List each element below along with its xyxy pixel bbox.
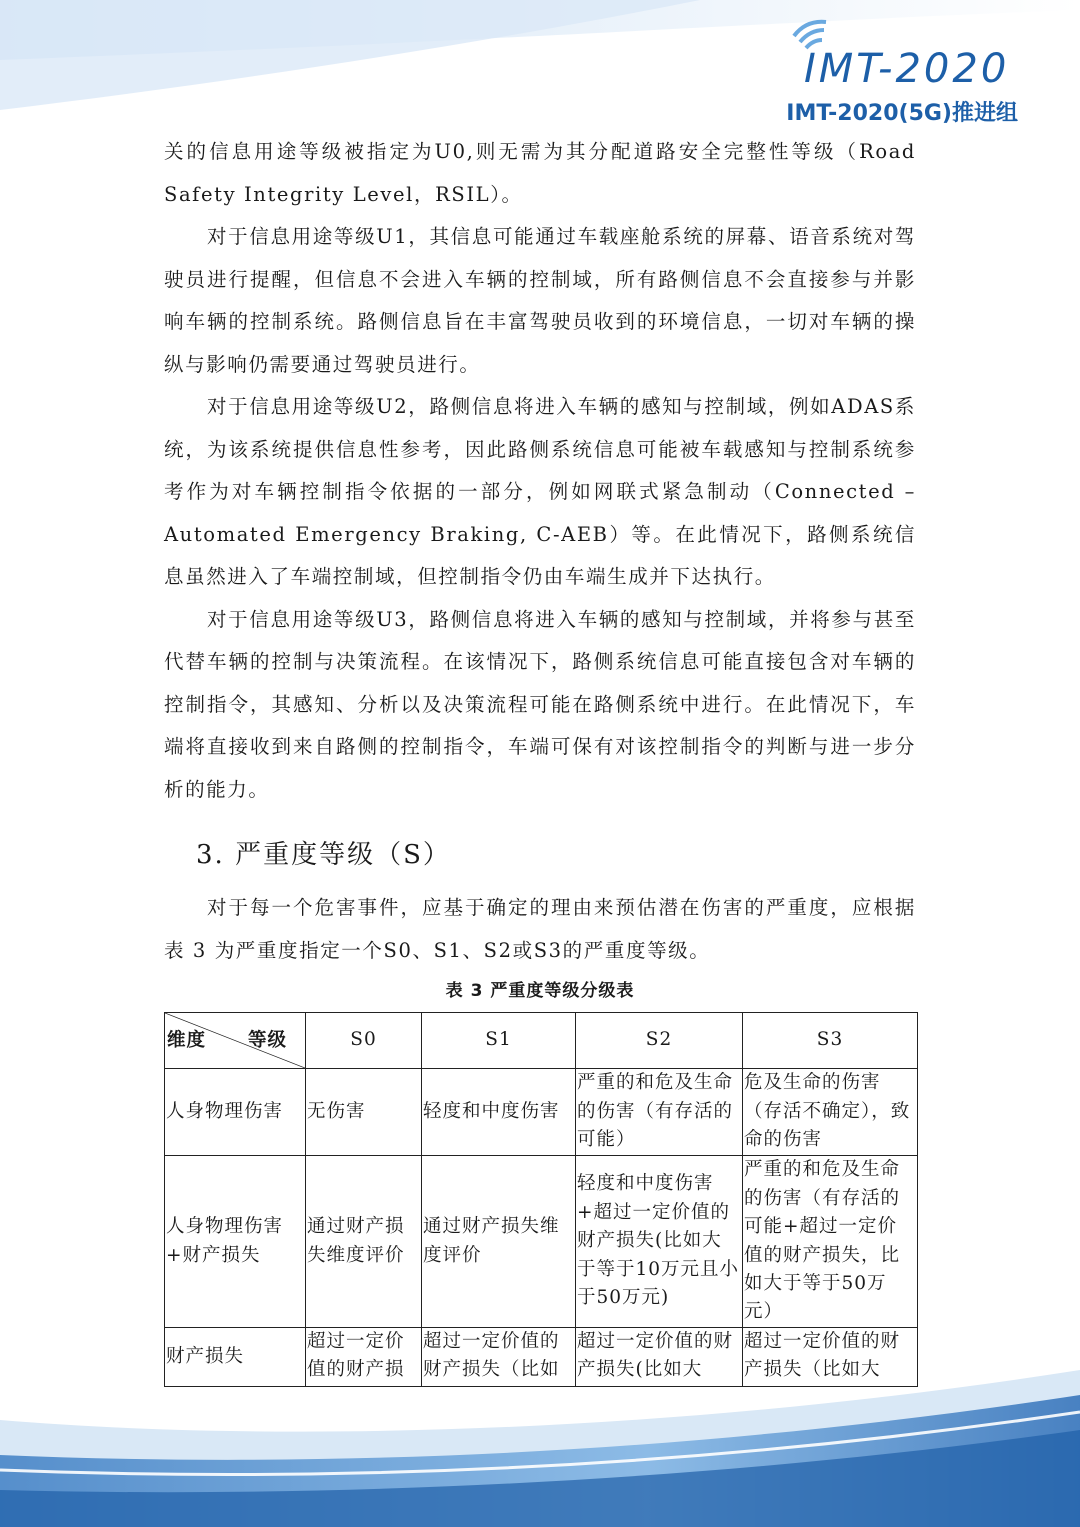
table-cell: 通过财产损失维度评价 [422,1156,576,1328]
table-header-row [165,1013,918,1069]
severity-table [164,1012,918,1387]
corner-cell [165,1013,306,1069]
table-row [165,1328,918,1387]
header-s3: S3 [743,1013,918,1069]
table-cell: 无伤害 [306,1069,422,1156]
table-row [165,1069,918,1156]
table-row [165,1156,918,1328]
org-name: IMT-2020(5G)推进组 [786,101,1018,126]
table-cell: 超过一定价值的财产损失(比如大 [576,1328,743,1387]
header-s1: S1 [422,1013,576,1069]
table-cell: 超过一定价值的财产损 [306,1328,422,1387]
paragraph-severity: 对于每一个危害事件，应基于确定的理由来预估潜在伤害的严重度，应根据表 3 为严重度指定一个S0、S1、S2或S3的严重度等级。 [164,896,916,962]
section-heading-severity: 3. 严重度等级（S） [196,840,451,870]
signal-logo-icon [788,18,1018,96]
row-dimension: 人身物理伤害 [165,1069,306,1156]
header-s0: S0 [306,1013,422,1069]
paragraph-u0: 关的信息用途等级被指定为U0,则无需为其分配道路安全完整性等级（Road Safety Integrity Level，RSIL）。 [164,140,916,206]
row-dimension: 财产损失 [165,1328,306,1387]
table-cell: 超过一定价值的财产损失（比如大 [743,1328,918,1387]
table-cell: 超过一定价值的财产损失（比如 [422,1328,576,1387]
corner-level-label: 等级 [247,1030,287,1051]
corner-dimension-label: 维度 [167,1030,207,1051]
table-cell: 轻度和中度伤害+超过一定价值的财产损失(比如大于等于10万元且小于50万元) [576,1156,743,1328]
header-s2: S2 [576,1013,743,1069]
paragraph-u1: 对于信息用途等级U1，其信息可能通过车载座舱系统的屏幕、语音系统对驾驶员进行提醒，但信息不会进入车辆的控制域，所有路侧信息不会直接参与并影响车辆的控制系统。路侧信息旨在丰富驾驶员收到的环境信息，一切对车辆的操纵与影响仍需要通过驾驶员进行。 [164,225,916,376]
table-cell: 轻度和中度伤害 [422,1069,576,1156]
table-cell: 危及生命的伤害（存活不确定），致命的伤害 [743,1069,918,1156]
logo-text: IMT-2020 [804,46,1010,92]
paragraph-u3: 对于信息用途等级U3，路侧信息将进入车辆的感知与控制域，并将参与甚至代替车辆的控制与决策流程。在该情况下，路侧系统信息可能直接包含对车辆的控制指令，其感知、分析以及决策流程可能在路侧系统中进行。在此情况下，车端将直接收到来自路侧的控制指令，车端可保有对该控制指令的判断与进一步分析的能力。 [164,607,916,801]
imt2020-logo [778,18,1018,133]
table-cell: 严重的和危及生命的伤害（有存活的可能） [576,1069,743,1156]
table-caption: 表 3 严重度等级分级表 [445,981,635,1001]
row-dimension: 人身物理伤害+财产损失 [165,1156,306,1328]
document-body [164,131,916,1387]
table-cell: 通过财产损失维度评价 [306,1156,422,1328]
table-cell: 严重的和危及生命的伤害（有存活的可能+超过一定价值的财产损失，比如大于等于50万元） [743,1156,918,1328]
paragraph-u2: 对于信息用途等级U2，路侧信息将进入车辆的感知与控制域，例如ADAS系统，为该系统提供信息性参考，因此路侧系统信息可能被车载感知与控制系统参考作为对车辆控制指令依据的一部分，例如网联式紧急制动（Connected – Automated Emergency Braking, C-AEB）等。在此情况下，路侧系统信息虽然进入了车端控制域，但控制指令仍由车端生成并下达执行。 [164,395,916,588]
